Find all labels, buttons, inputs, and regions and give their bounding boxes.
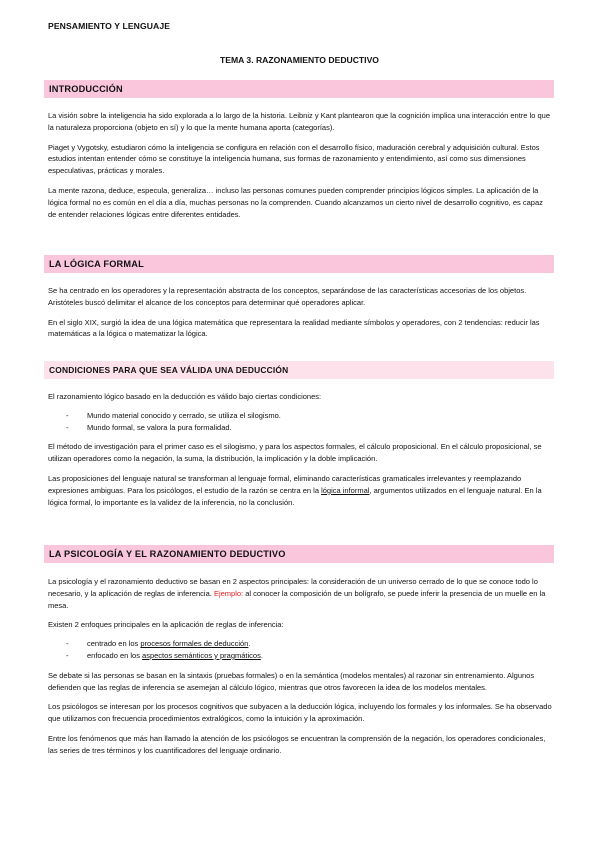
paragraph: La psicología y el razonamiento deductivo se basan en 2 aspectos principales: la consideración de un universo cerrado de lo que se conoce todo lo necesario, y la aplicación de reglas de inferencia. Ejemplo: al conocer la composición de un bolígrafo, se puede inferir la presencia de un muelle en la mesa.	[48, 577, 546, 610]
section-logica-formal	[48, 285, 553, 340]
dash-bullet: -	[66, 639, 69, 649]
section-introduccion	[48, 110, 553, 220]
document-title: TEMA 3. RAZONAMIENTO DEDUCTIVO	[220, 55, 379, 65]
list-item: - Mundo formal, se valora la pura formalidad.	[66, 422, 232, 432]
underlined-term: aspectos semánticos y pragmáticos	[142, 650, 261, 660]
heading-introduccion: INTRODUCCIÓN	[44, 80, 554, 98]
list-item: - Mundo material conocido y cerrado, se utiliza el silogismo.	[66, 410, 281, 420]
underlined-term: lógica informal	[321, 485, 370, 495]
heading-condiciones: CONDICIONES PARA QUE SEA VÁLIDA UNA DEDUCCIÓN	[44, 361, 554, 379]
paragraph: Existen 2 enfoques principales en la aplicación de reglas de inferencia:	[48, 620, 284, 630]
running-header: PENSAMIENTO Y LENGUAJE	[48, 21, 171, 31]
dash-bullet: -	[66, 422, 69, 432]
section-condiciones	[48, 391, 553, 508]
example-label: Ejemplo:	[213, 588, 244, 598]
paragraph: Las proposiciones del lenguaje natural se transforman al lenguaje formal, eliminando características gramaticales irrelevantes y reemplazando expresiones ambiguas. Para los psicólogos, el estudio de la razón se centra en la lógica informal, argumentos utilizados en el lenguaje natural. En la lógica formal, lo importante es la validez de la inferencia, no la conclusión.	[48, 473, 542, 507]
heading-logica-formal: LA LÓGICA FORMAL	[44, 255, 554, 273]
list-item: - centrado en los procesos formales de deducción.	[66, 639, 251, 649]
bullet-list	[48, 638, 553, 662]
paragraph: Entre los fenómenos que más han llamado la atención de los psicólogos se encuentran la comprensión de la negación, los operadores condicionales, las series de tres términos y los cuantificadores del lenguaje ordinario.	[48, 733, 546, 755]
paragraph: El método de investigación para el primer caso es el silogismo, y para los aspectos formales, el cálculo proposicional. En el cálculo proposicional, se utilizan operadores como la negación, la suma, la distribución, la implicación y la doble implicación.	[48, 442, 542, 464]
list-item: - enfocado en los aspectos semánticos y pragmáticos.	[66, 650, 263, 660]
section-psicologia	[48, 576, 553, 757]
paragraph: Piaget y Vygotsky, estudiaron cómo la inteligencia se configura en relación con el desarrollo físico, maduración cerebral y adquisición cultural. Estos estudios intentan entender cómo se constituye la inteligencia humana, sus formas de razonamiento y entendimiento, así como sus dimensiones especulativas, prácticas y morales.	[48, 142, 540, 176]
underlined-term: procesos formales de deducción	[140, 639, 249, 649]
heading-psicologia: LA PSICOLOGÍA Y EL RAZONAMIENTO DEDUCTIVO	[44, 545, 554, 563]
bullet-list	[48, 410, 553, 434]
dash-bullet: -	[66, 410, 69, 420]
paragraph: Los psicólogos se interesan por los procesos cognitivos que subyacen a la deducción lógica, incluyendo los formales y los informales. Se ha observado que utilizamos con frecuencia procedimientos extralógicos, como la intuición y la aproximación.	[48, 702, 552, 724]
paragraph: Se ha centrado en los operadores y la representación abstracta de los conceptos, separándose de las características accesorias de los objetos. Aristóteles buscó delimitar el alcance de los conceptos para determinar qué operadores aplicar.	[48, 286, 527, 307]
paragraph: En el siglo XIX, surgió la idea de una lógica matemática que representara la realidad mediante símbolos y operadores, con 2 tendencias: reducir las matemáticas a la lógica o matematizar la lógica.	[48, 317, 540, 339]
paragraph: La mente razona, deduce, especula, generaliza… incluso las personas comunes pueden comprender principios lógicos simples. La aplicación de la lógica formal no es común en el día a día, muchas personas no la comprenden. Cuando alcanzamos un cierto nivel de desarrollo cognitivo, es capaz de entender relaciones lógicas entre diferentes entidades.	[48, 185, 543, 219]
dash-bullet: -	[66, 650, 69, 660]
paragraph: El razonamiento lógico basado en la deducción es válido bajo ciertas condiciones:	[48, 392, 322, 401]
paragraph: Se debate si las personas se basan en la sintaxis (pruebas formales) o en la semántica (modelos mentales) al razonar sin entrenamiento. Algunos defienden que las reglas de inferencia se asemejan al cálculo lógico, mientras que otros favorecen la idea de los modelos mentales.	[48, 670, 535, 692]
paragraph: La visión sobre la inteligencia ha sido explorada a lo largo de la historia. Leibniz y Kant plantearon que la cognición implica una interacción entre lo que la naturaleza proporciona (objeto en sí) y lo que la mente humana aporta (categorías).	[48, 111, 550, 132]
